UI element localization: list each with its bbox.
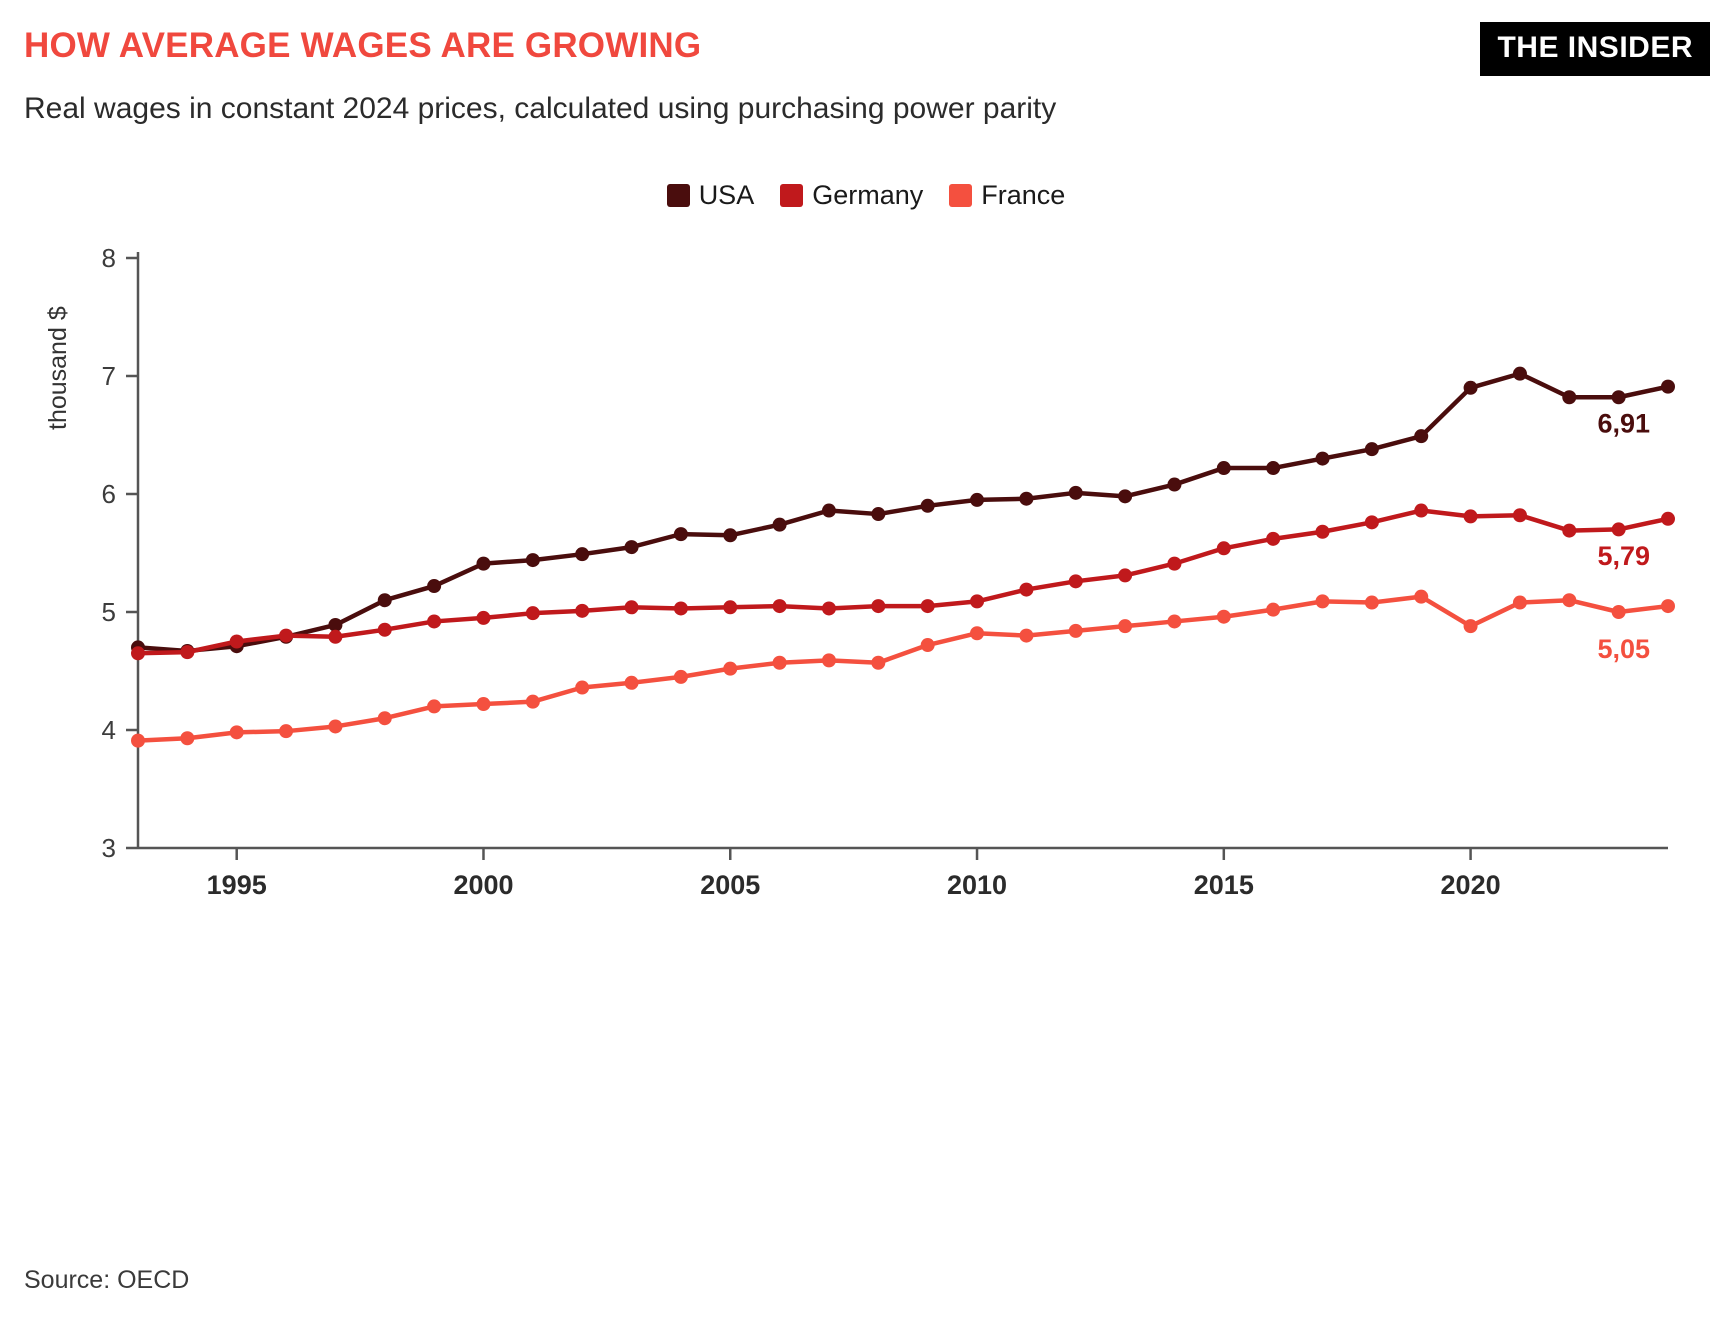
data-point — [1612, 390, 1626, 404]
data-point — [1365, 515, 1379, 529]
data-point — [526, 553, 540, 567]
data-point — [1562, 524, 1576, 538]
data-point — [180, 731, 194, 745]
data-point — [625, 676, 639, 690]
data-point — [328, 630, 342, 644]
brand-logo: THE INSIDER — [1480, 22, 1710, 76]
page-subtitle: Real wages in constant 2024 prices, calculated using purchasing power parity — [24, 92, 1057, 125]
data-point — [279, 724, 293, 738]
data-point — [526, 695, 540, 709]
data-point — [1069, 486, 1083, 500]
data-point — [1167, 557, 1181, 571]
data-point — [1661, 512, 1675, 526]
legend-label-germany: Germany — [812, 180, 924, 210]
data-point — [378, 711, 392, 725]
source-note: Source: OECD — [24, 1266, 190, 1294]
data-point — [1464, 381, 1478, 395]
data-point — [279, 629, 293, 643]
series-line — [138, 597, 1668, 741]
data-point — [1414, 429, 1428, 443]
data-point — [970, 493, 984, 507]
legend-swatch-france — [949, 184, 972, 207]
data-point — [1316, 594, 1330, 608]
data-point — [230, 725, 244, 739]
data-point — [1019, 583, 1033, 597]
y-tick-label: 7 — [101, 361, 116, 391]
data-point — [1612, 605, 1626, 619]
data-point — [575, 681, 589, 695]
data-point — [1464, 509, 1478, 523]
data-point — [180, 645, 194, 659]
data-point — [1167, 478, 1181, 492]
data-point — [1464, 619, 1478, 633]
data-point — [970, 594, 984, 608]
data-point — [723, 600, 737, 614]
data-point — [723, 662, 737, 676]
data-point — [674, 601, 688, 615]
data-point — [1019, 492, 1033, 506]
x-tick-label: 2010 — [946, 870, 1008, 900]
data-point — [476, 697, 490, 711]
data-point — [871, 599, 885, 613]
y-tick-label: 3 — [101, 833, 116, 863]
data-point — [625, 540, 639, 554]
data-point — [1414, 504, 1428, 518]
y-tick-label: 4 — [101, 715, 116, 745]
series-end-label: 5,05 — [1597, 634, 1650, 665]
data-point — [476, 611, 490, 625]
data-point — [1167, 614, 1181, 628]
data-point — [1562, 390, 1576, 404]
legend-swatch-germany — [780, 184, 803, 207]
series-germany — [131, 504, 1675, 661]
data-point — [625, 600, 639, 614]
line-chart — [0, 230, 1732, 1130]
data-point — [921, 638, 935, 652]
data-point — [1414, 590, 1428, 604]
data-point — [1612, 522, 1626, 536]
series-end-label: 5,79 — [1597, 540, 1650, 571]
data-point — [1217, 461, 1231, 475]
data-point — [871, 507, 885, 521]
x-tick-label: 2005 — [700, 870, 761, 900]
series-end-label: 6,91 — [1597, 408, 1650, 439]
data-point — [723, 528, 737, 542]
data-point — [921, 499, 935, 513]
data-point — [1661, 380, 1675, 394]
data-point — [674, 527, 688, 541]
data-point — [575, 547, 589, 561]
legend-item-germany[interactable] — [780, 180, 923, 211]
data-point — [575, 604, 589, 618]
legend-item-usa[interactable] — [667, 180, 755, 211]
data-point — [378, 593, 392, 607]
data-point — [1118, 619, 1132, 633]
chart-area — [0, 230, 1732, 1130]
data-point — [1266, 603, 1280, 617]
data-point — [1217, 541, 1231, 555]
data-point — [822, 504, 836, 518]
data-point — [476, 557, 490, 571]
data-point — [1118, 568, 1132, 582]
data-point — [674, 670, 688, 684]
data-point — [1217, 610, 1231, 624]
data-point — [871, 656, 885, 670]
data-point — [822, 653, 836, 667]
data-point — [921, 599, 935, 613]
data-point — [970, 626, 984, 640]
legend-label-france: France — [981, 180, 1066, 210]
data-point — [230, 635, 244, 649]
data-point — [328, 719, 342, 733]
data-point — [131, 734, 145, 748]
series-line — [138, 511, 1668, 654]
data-point — [1266, 532, 1280, 546]
data-point — [1513, 596, 1527, 610]
data-point — [1069, 574, 1083, 588]
y-tick-label: 5 — [101, 597, 116, 627]
y-tick-label: 8 — [101, 243, 116, 273]
y-axis-label: thousand $ — [44, 306, 72, 430]
x-tick-label: 1995 — [206, 870, 267, 900]
data-point — [1118, 489, 1132, 503]
data-point — [1365, 596, 1379, 610]
data-point — [1513, 367, 1527, 381]
legend-swatch-usa — [667, 184, 690, 207]
data-point — [1316, 525, 1330, 539]
x-tick-label: 2020 — [1440, 870, 1501, 900]
data-point — [1661, 599, 1675, 613]
data-point — [427, 614, 441, 628]
legend-label-usa: USA — [698, 180, 755, 210]
page-title: HOW AVERAGE WAGES ARE GROWING — [24, 26, 702, 65]
legend-item-france[interactable] — [949, 180, 1065, 211]
data-point — [1365, 442, 1379, 456]
data-point — [773, 518, 787, 532]
data-point — [1266, 461, 1280, 475]
data-point — [1513, 508, 1527, 522]
x-tick-label: 2000 — [453, 870, 514, 900]
data-point — [378, 623, 392, 637]
x-tick-label: 2015 — [1193, 870, 1254, 900]
data-point — [1019, 629, 1033, 643]
data-point — [427, 579, 441, 593]
data-point — [1562, 593, 1576, 607]
data-point — [427, 699, 441, 713]
data-point — [1316, 452, 1330, 466]
y-tick-label: 6 — [101, 479, 116, 509]
data-point — [822, 601, 836, 615]
chart-legend — [0, 180, 1732, 211]
data-point — [526, 606, 540, 620]
data-point — [131, 646, 145, 660]
data-point — [773, 599, 787, 613]
data-point — [773, 656, 787, 670]
data-point — [1069, 624, 1083, 638]
